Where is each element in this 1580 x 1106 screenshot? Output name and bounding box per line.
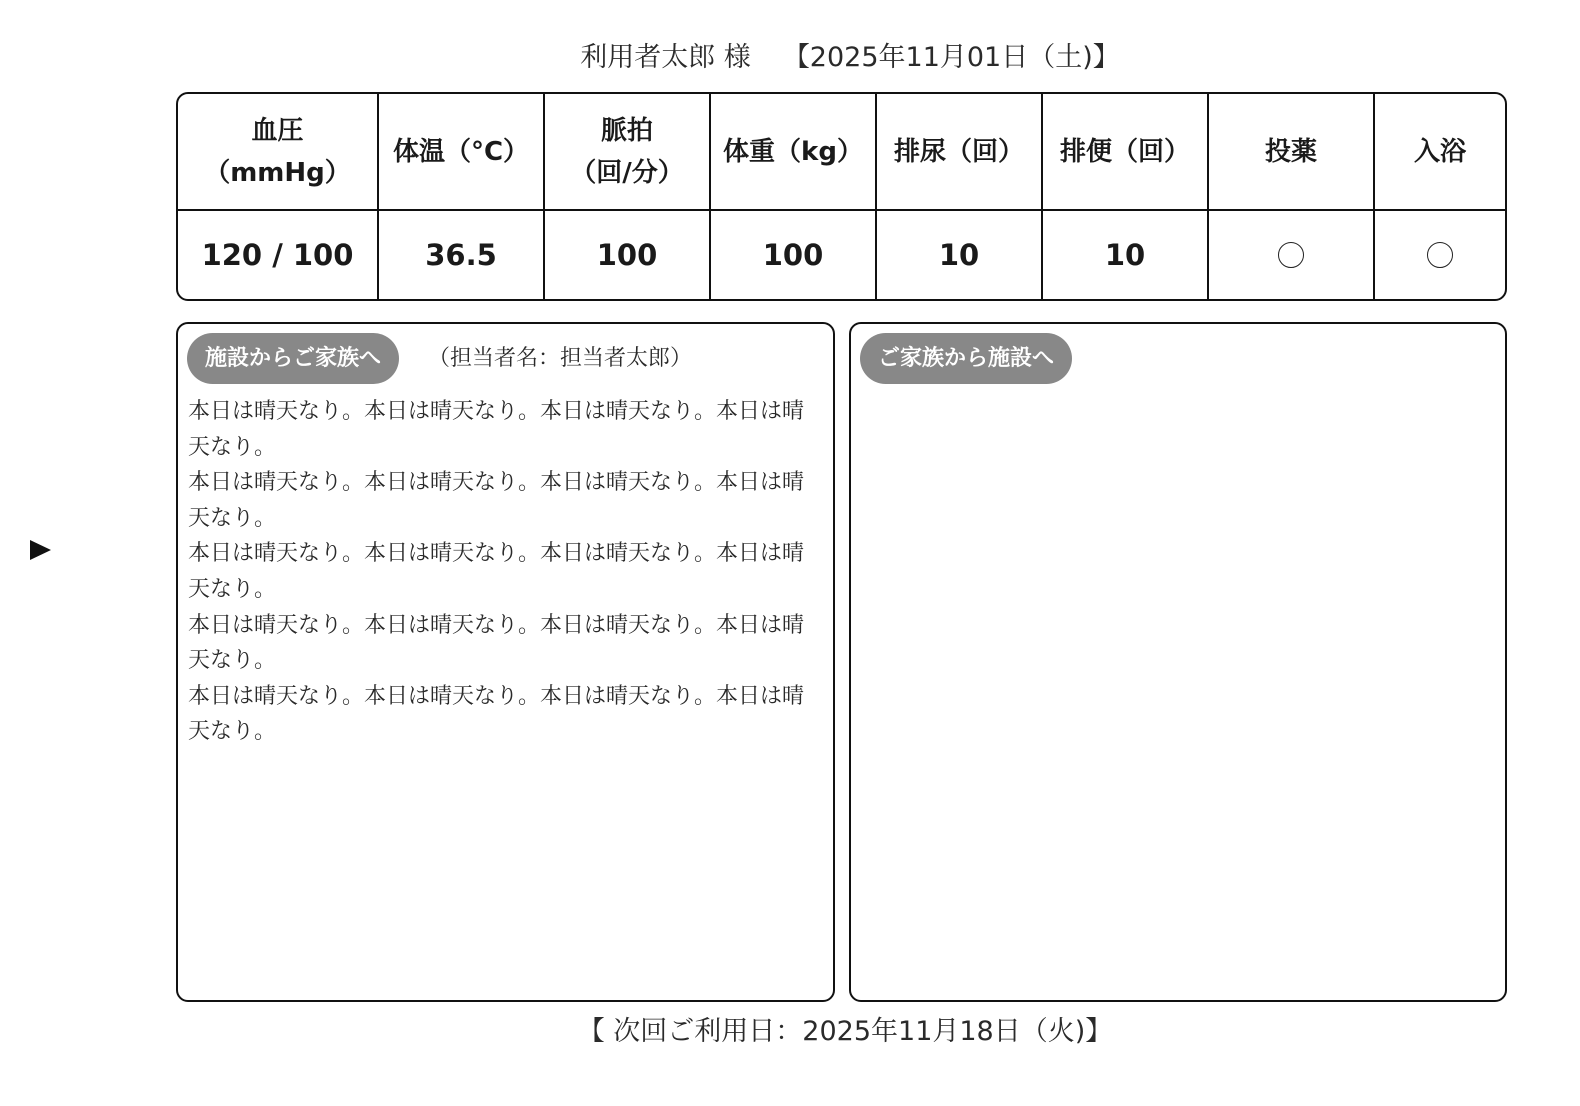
vitals-value-blood-pressure: 120 / 100 (178, 211, 379, 299)
family-to-facility-badge: ご家族から施設へ (860, 333, 1072, 384)
vitals-header-temperature: 体温（°C） (379, 94, 545, 211)
vitals-table (176, 92, 1507, 301)
message-line: 本日は晴天なり。本日は晴天なり。本日は晴天なり。本日は晴天なり。 (188, 541, 805, 602)
vitals-header-bath: 入浴 (1375, 94, 1505, 211)
vitals-header-weight: 体重（kg） (711, 94, 877, 211)
facility-message (188, 394, 820, 750)
vitals-header-bowel: 排便（回） (1043, 94, 1209, 211)
vitals-value-bath (1375, 211, 1505, 299)
vitals-value-medication (1209, 211, 1375, 299)
next-visit-date: 【 次回ご利用日：2025年11月18日（火)】 (577, 1016, 1113, 1047)
message-line: 本日は晴天なり。本日は晴天なり。本日は晴天なり。本日は晴天なり。 (188, 683, 805, 745)
report-date: 【2025年11月01日（土)】 (782, 42, 1120, 73)
vitals-header-pulse: 脈拍 （回/分） (545, 94, 711, 211)
vitals-value-urination: 10 (877, 211, 1043, 299)
circle-mark-icon (1278, 242, 1304, 268)
message-line: 本日は晴天なり。本日は晴天なり。本日は晴天なり。本日は晴天なり。 (188, 399, 805, 460)
facility-to-family-badge: 施設からご家族へ (187, 333, 399, 384)
message-line: 本日は晴天なり。本日は晴天なり。本日は晴天なり。本日は晴天なり。 (188, 470, 805, 531)
report-header (0, 38, 1580, 78)
vitals-value-pulse: 100 (545, 211, 711, 299)
vitals-value-bowel: 10 (1043, 211, 1209, 299)
vitals-value-weight: 100 (711, 211, 877, 299)
vitals-header-blood-pressure: 血圧 （mmHg） (178, 94, 379, 211)
play-arrow-icon[interactable] (30, 540, 51, 560)
message-line: 本日は晴天なり。本日は晴天なり。本日は晴天なり。本日は晴天なり。 (188, 612, 805, 674)
vitals-header-urination: 排尿（回） (877, 94, 1043, 211)
family-to-facility-panel[interactable] (849, 322, 1507, 1002)
staff-name: （担当者名：担当者太郎） (428, 346, 693, 371)
facility-to-family-panel (176, 322, 835, 1002)
vitals-header-medication: 投薬 (1209, 94, 1375, 211)
circle-mark-icon (1427, 242, 1453, 268)
user-name: 利用者太郎 様 (580, 42, 751, 73)
vitals-value-temperature: 36.5 (379, 211, 545, 299)
